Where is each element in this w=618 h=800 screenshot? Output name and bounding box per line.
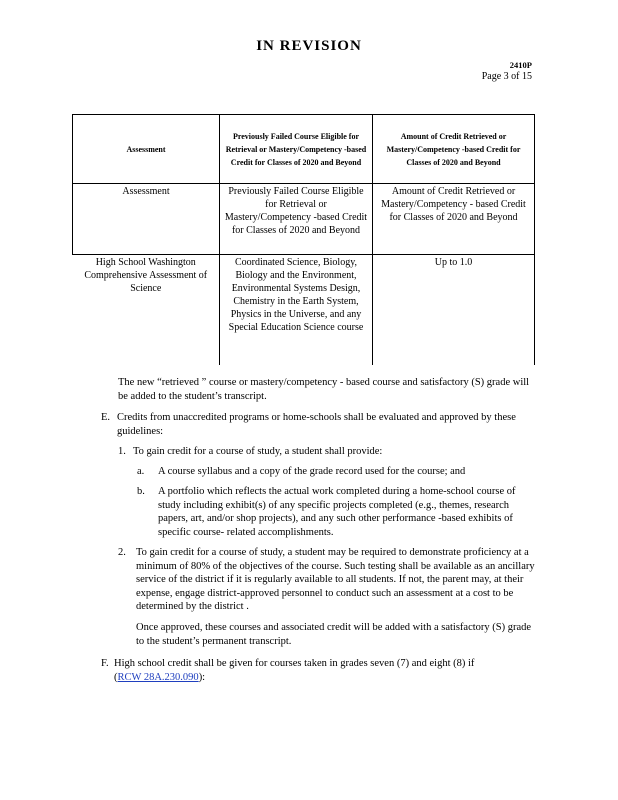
policy-reference — [482, 59, 532, 83]
table-header-cell: Previously Failed Course Eligible for Retrieval or Mastery/Competency -based Credit for Classes of 2020 and Beyond — [220, 115, 373, 184]
item-a-text: A course syllabus and a copy of the grade record used for the course; and — [158, 466, 466, 477]
section-f-label: F. — [101, 658, 109, 669]
table-cell: Previously Failed Course Eligible for Retrieval or Mastery/Competency -based Credit for Classes of 2020 and Beyond — [220, 184, 373, 255]
policy-code: 2410P — [509, 60, 532, 70]
once-approved-paragraph: Once approved, these courses and associated credit will be added with a satisfactory (S) grade to the student’s permanent transcript. — [136, 622, 532, 647]
table-header-cell: Assessment — [73, 115, 220, 184]
table-cell: Coordinated Science, Biology, Biology and the Environment, Environmental Systems Design, Chemistry in the Earth System, Physics in the Universe, and any Special Education Science course — [220, 255, 373, 366]
item-b-text: A portfolio which reflects the actual work completed during a home-school course of study including exhibit(s) of any specific projects completed (e.g., themes, research papers, art, and/or shop projects), and any such other performance -based exhibits of specific course- related accomplishments. — [158, 486, 516, 538]
page-title: IN REVISION — [256, 38, 362, 54]
table-row — [73, 255, 535, 366]
table-row — [73, 184, 535, 255]
item-1-label: 1. — [118, 446, 126, 457]
section-f-body: High school credit shall be given for courses taken in grades seven (7) and eight (8) if — [114, 658, 475, 669]
section-e-text: Credits from unaccredited programs or home-schools shall be evaluated and approved by these guidelines: — [117, 412, 516, 437]
table-cell: Assessment — [73, 184, 220, 255]
table-header-cell: Amount of Credit Retrieved or Mastery/Competency -based Credit for Classes of 2020 and Beyond — [373, 115, 535, 184]
item-2-text: To gain credit for a course of study, a student may be required to demonstrate proficiency at a minimum of 80% of the objectives of the course. Such testing shall be available as an ancillary service of the district if it is regularly available to all students. If not, the parent may, at their expense, engage district-approved personnel to conduct such an assessment at a cost to be determined by the district . — [136, 547, 535, 612]
section-e-label: E. — [101, 412, 111, 423]
item-a-label: a. — [137, 466, 145, 477]
table-cell: High School Washington Comprehensive Assessment of Science — [73, 255, 220, 366]
table-cell: Amount of Credit Retrieved or Mastery/Competency - based Credit for Classes of 2020 and Beyond — [373, 184, 535, 255]
item-b-label: b. — [137, 486, 145, 497]
retrieved-course-paragraph: The new “retrieved ” course or mastery/competency - based course and satisfactory (S) grade will be added to the student’s transcript. — [118, 377, 530, 402]
table-cell: Up to 1.0 — [373, 255, 535, 366]
section-f-text — [114, 657, 536, 684]
assessment-table — [72, 114, 535, 365]
rcw-link[interactable]: RCW 28A.230.090 — [117, 671, 199, 683]
table-header-row — [73, 115, 535, 184]
close-paren: ): — [198, 671, 206, 683]
open-paren: ( — [114, 671, 118, 683]
item-1-text: To gain credit for a course of study, a student shall provide: — [133, 446, 383, 457]
item-2-label: 2. — [118, 547, 126, 558]
page-number: Page 3 of 15 — [481, 71, 532, 82]
